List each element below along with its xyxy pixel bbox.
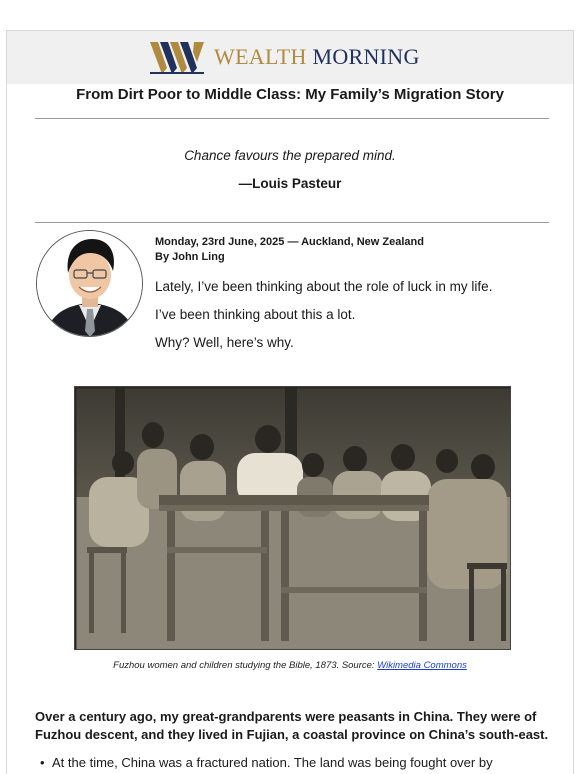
wikimedia-commons-link[interactable]: Wikimedia Commons bbox=[377, 660, 467, 671]
lead-paragraph: Over a century ago, my great-grandparents were peasants in China. They were of Fuzhou descent, and they lived in Fujian, a coastal province on China’s south-east. bbox=[35, 709, 549, 742]
wm-monogram-icon[interactable] bbox=[148, 40, 206, 76]
author-avatar bbox=[36, 230, 143, 337]
body-paragraph: Lately, I’ve been thinking about the role of luck in my life. bbox=[155, 279, 493, 294]
divider bbox=[35, 222, 549, 223]
article-title: From Dirt Poor to Middle Class: My Family’s Migration Story bbox=[76, 86, 504, 103]
photo-image-icon bbox=[75, 387, 511, 650]
historical-photo bbox=[74, 386, 511, 650]
article-dateline: Monday, 23rd June, 2025 — Auckland, New Zealand bbox=[155, 236, 424, 248]
epigraph-quote: Chance favours the prepared mind. bbox=[184, 148, 396, 163]
bullet-item: • At the time, China was a fractured nation. The land was being fought over by bbox=[52, 755, 493, 770]
photo-caption-text: Fuzhou women and children studying the Bible, 1873. Source: bbox=[113, 660, 378, 671]
body-paragraph: Why? Well, here’s why. bbox=[155, 335, 294, 350]
epigraph-author: —Louis Pasteur bbox=[238, 176, 342, 191]
body-paragraph: I’ve been thinking about this a lot. bbox=[155, 307, 356, 322]
photo-caption bbox=[0, 660, 580, 671]
brand-wordmark[interactable] bbox=[214, 44, 420, 70]
divider bbox=[35, 118, 549, 119]
author-portrait-icon bbox=[37, 231, 143, 337]
brand-word-wealth: WEALTH bbox=[214, 44, 307, 69]
brand-word-morning: MORNING bbox=[312, 44, 420, 69]
article-byline: By John Ling bbox=[155, 251, 225, 263]
